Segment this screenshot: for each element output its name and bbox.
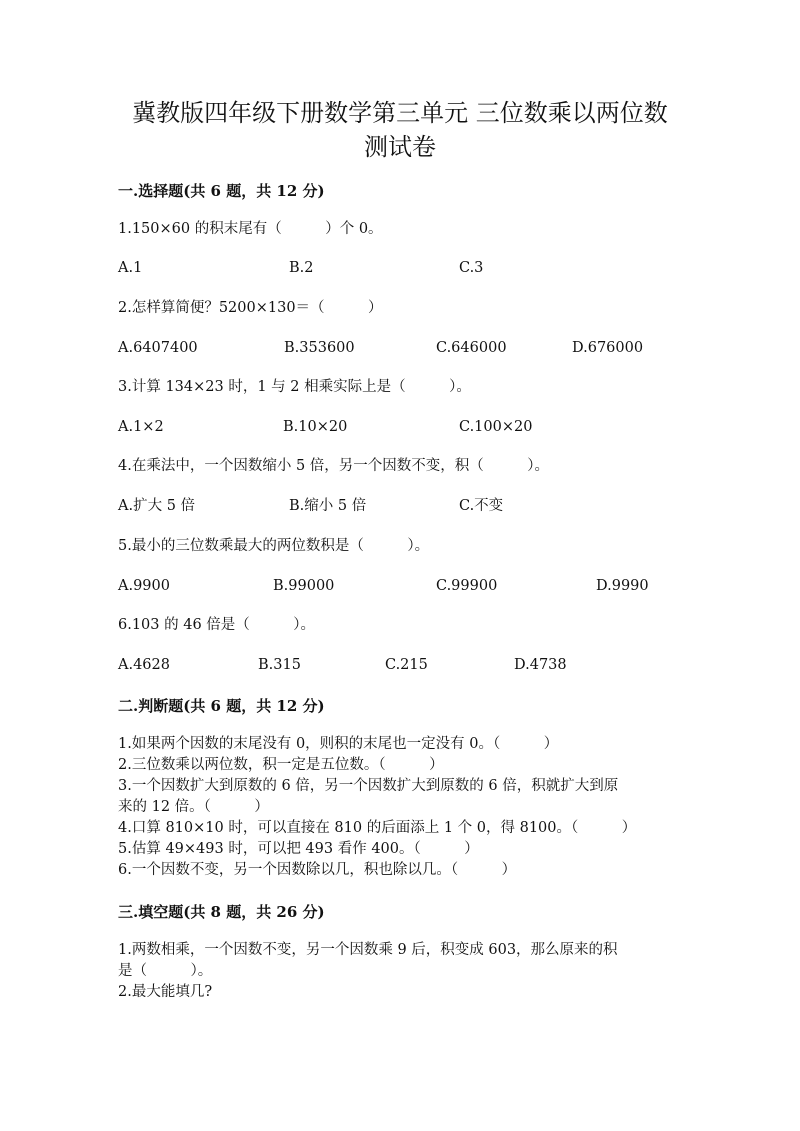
question-1: 1.150×60 的积末尾有（ ）个 0。 [118,221,383,237]
option-5c: C.99900 [436,578,498,594]
option-6b: B.315 [258,657,301,673]
section-heading-fill: 三.填空题(共 8 题，共 26 分) [118,903,325,921]
fill-item-1-cont: 是（ ）。 [118,963,213,979]
option-3a: A.1×2 [118,419,164,435]
option-3b: B.10×20 [283,419,348,435]
question-4: 4.在乘法中，一个因数缩小 5 倍，另一个因数不变，积（ ）。 [118,458,550,474]
question-2: 2.怎样算简便？5200×130＝（ ） [118,300,383,316]
question-3: 3.计算 134×23 时，1 与 2 相乘实际上是（ ）。 [118,379,471,395]
judge-item-3-cont: 来的 12 倍。（ ） [118,799,269,815]
judge-item-5: 5.估算 49×493 时，可以把 493 看作 400。（ ） [118,841,479,857]
option-2c: C.646000 [436,340,507,356]
option-5d: D.9990 [596,578,649,594]
option-3c: C.100×20 [459,419,533,435]
option-1b: B.2 [289,260,314,276]
option-5a: A.9900 [118,578,170,594]
judge-item-4: 4.口算 810×10 时，可以直接在 810 的后面添上 1 个 0，得 8100。（ ） [118,820,637,836]
option-2d: D.676000 [572,340,644,356]
section-heading-judge: 二.判断题(共 6 题，共 12 分) [118,697,325,715]
judge-item-3: 3.一个因数扩大到原数的 6 倍，另一个因数扩大到原数的 6 倍，积就扩大到原 [118,778,619,794]
question-6: 6.103 的 46 倍是（ ）。 [118,617,316,633]
option-6c: C.215 [385,657,428,673]
judge-item-1: 1.如果两个因数的末尾没有 0，则积的末尾也一定没有 0。（ ） [118,736,559,752]
page-title: 冀教版四年级下册数学第三单元 三位数乘以两位数 [132,99,668,127]
judge-item-2: 2.三位数乘以两位数，积一定是五位数。（ ） [118,757,444,773]
option-2a: A.6407400 [118,340,198,356]
option-1c: C.3 [459,260,484,276]
fill-item-2: 2.最大能填几? [118,984,213,1000]
option-4a: A.扩大 5 倍 [118,498,196,514]
question-5: 5.最小的三位数乘最大的两位数积是（ ）。 [118,538,430,554]
option-1a: A.1 [118,260,143,276]
page-title-line2: 测试卷 [364,133,436,161]
option-6d: D.4738 [514,657,567,673]
option-6a: A.4628 [118,657,170,673]
option-2b: B.353600 [284,340,355,356]
option-4b: B.缩小 5 倍 [289,498,367,514]
section-heading-choice: 一.选择题(共 6 题，共 12 分) [118,182,325,200]
option-4c: C.不变 [459,498,504,514]
judge-item-6: 6.一个因数不变，另一个因数除以几，积也除以几。（ ） [118,862,517,878]
option-5b: B.99000 [273,578,335,594]
fill-item-1: 1.两数相乘，一个因数不变，另一个因数乘 9 后，积变成 603，那么原来的积 [118,942,618,958]
